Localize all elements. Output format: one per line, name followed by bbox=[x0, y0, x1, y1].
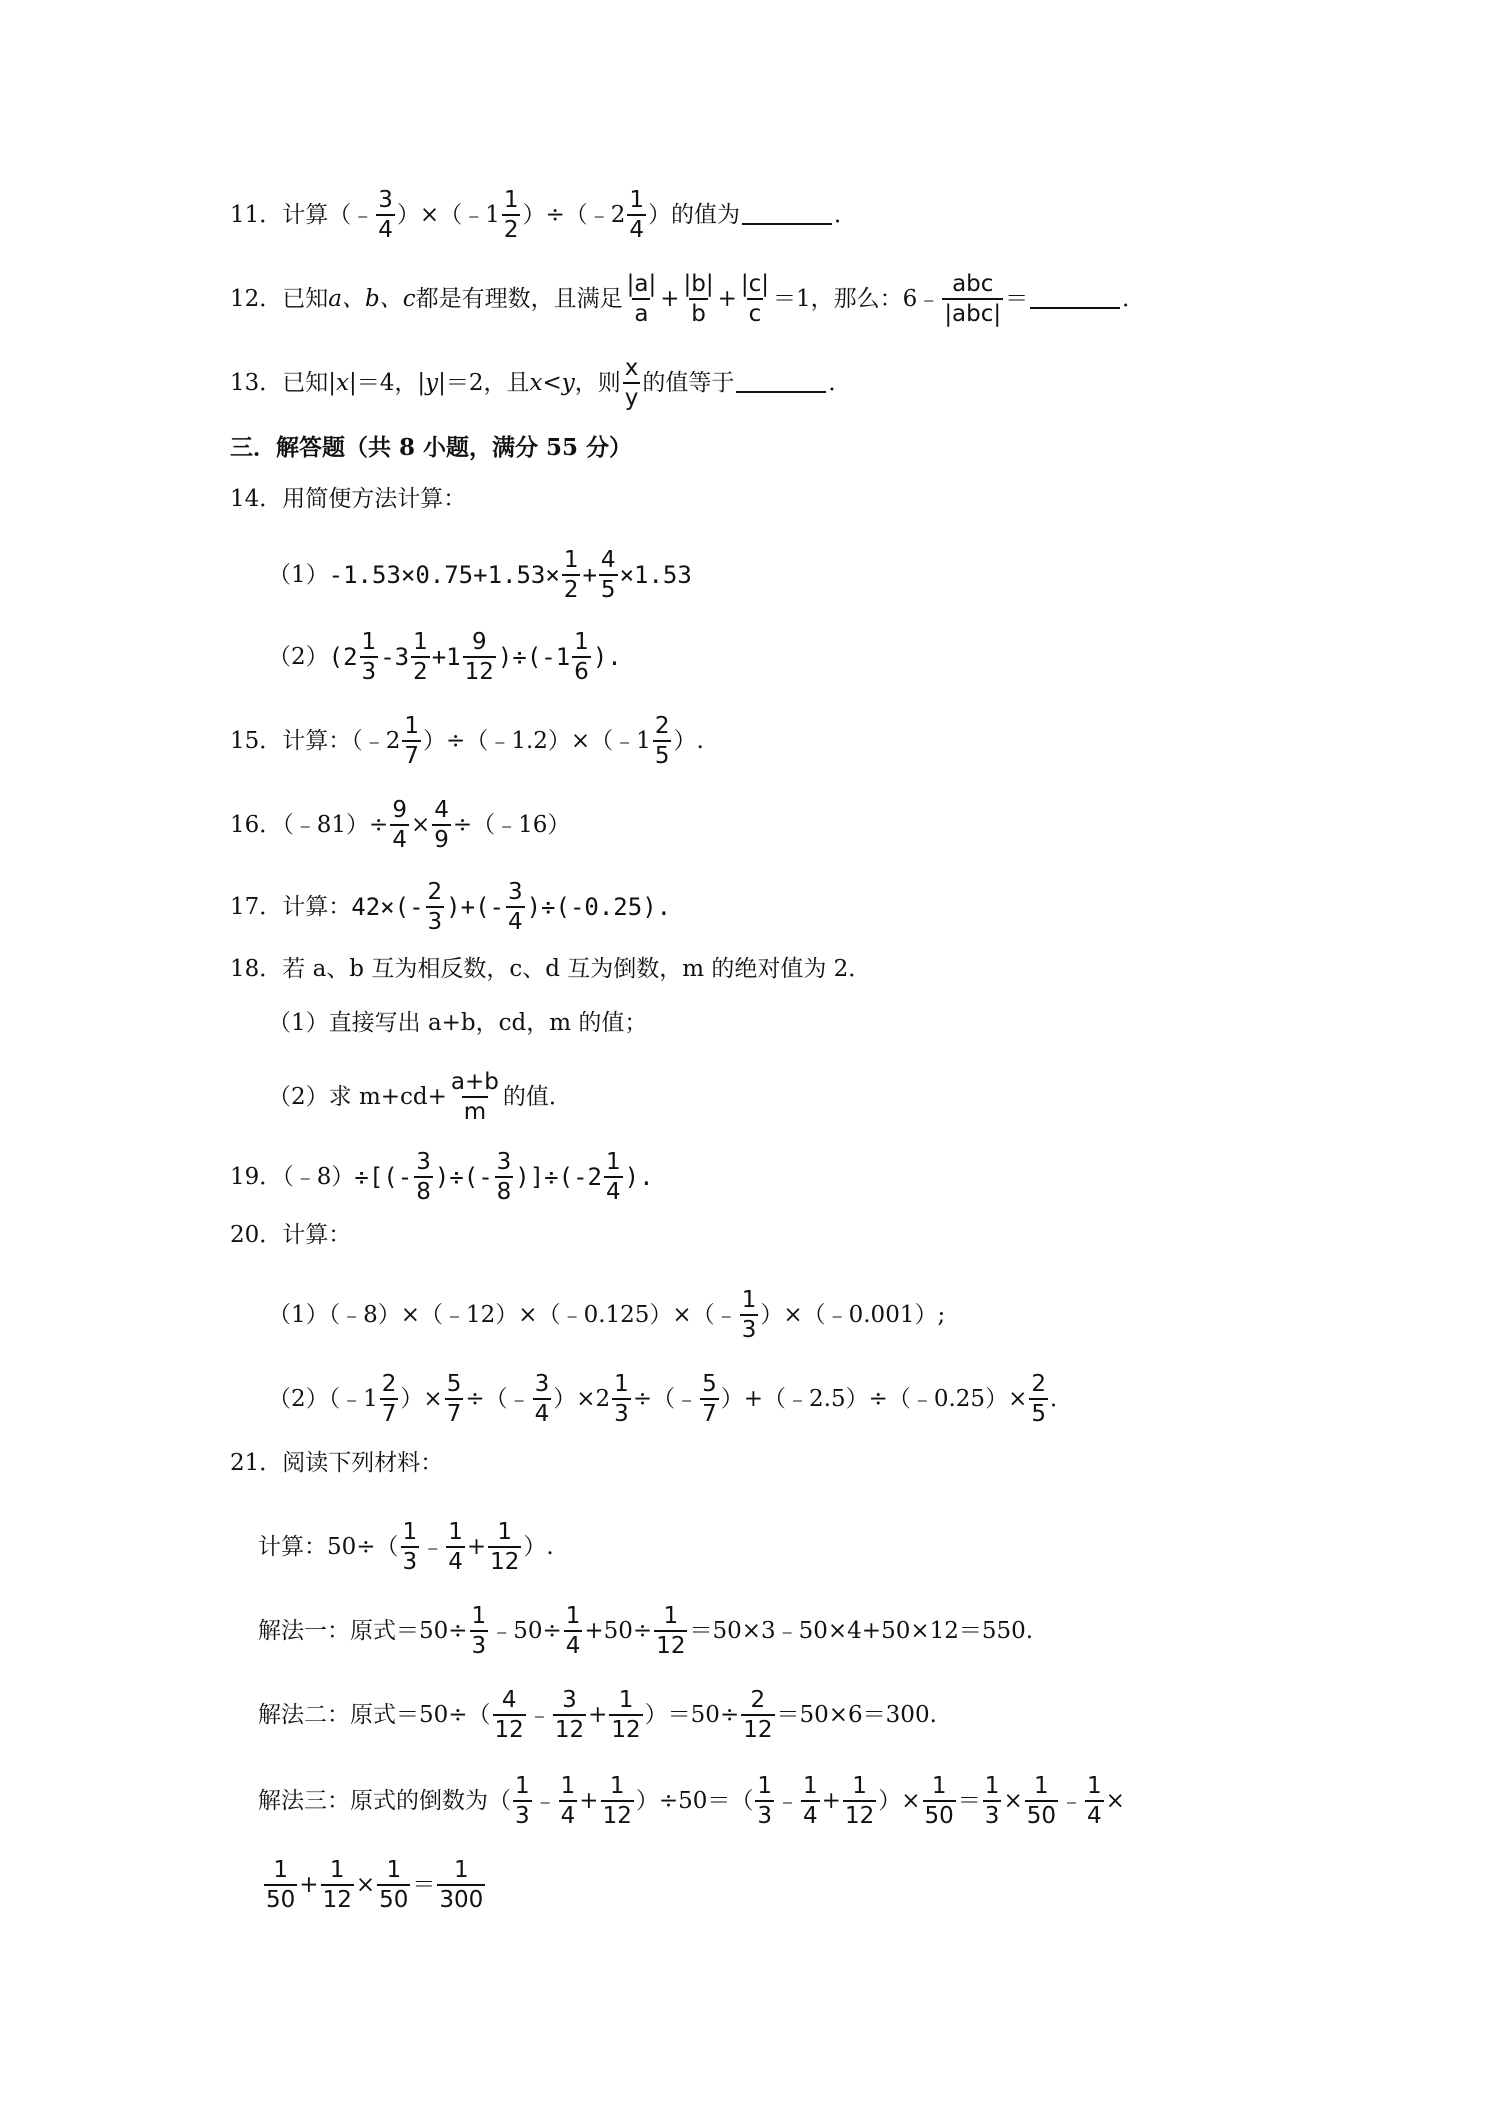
numerator: 3 bbox=[496, 1149, 512, 1175]
question-15 bbox=[230, 714, 704, 768]
q21-text: + bbox=[588, 1701, 608, 1728]
denominator: 12 bbox=[488, 1546, 521, 1574]
question-20-part2 bbox=[268, 1372, 1073, 1426]
q21-text: ＝ bbox=[412, 1871, 436, 1898]
fraction bbox=[739, 272, 771, 326]
plus-sign: + bbox=[717, 285, 737, 312]
q20-part2-text: ÷（﹣ bbox=[632, 1385, 699, 1412]
fraction bbox=[942, 272, 1003, 326]
q21-text: ＝50×3﹣50×4+50×12＝550. bbox=[689, 1617, 1034, 1644]
question-12 bbox=[230, 272, 1145, 326]
fraction bbox=[625, 272, 659, 326]
q21-title-text: 21．阅读下列材料： bbox=[230, 1450, 444, 1476]
q20-part2-text: ）× bbox=[400, 1385, 443, 1412]
fraction bbox=[376, 188, 395, 242]
numerator: 3 bbox=[562, 1687, 577, 1713]
q16-text: 16．（﹣81）÷ bbox=[230, 811, 389, 838]
numerator: a+b bbox=[450, 1069, 499, 1095]
variable-x: x bbox=[336, 369, 349, 396]
q21-text: + bbox=[579, 1787, 599, 1814]
fraction bbox=[513, 1774, 532, 1828]
fraction bbox=[612, 1372, 631, 1426]
q13-text: |＝4，| bbox=[349, 369, 426, 396]
numerator: 1 bbox=[563, 547, 579, 573]
numerator: 1 bbox=[614, 1371, 629, 1397]
denominator: 3 bbox=[401, 1546, 420, 1574]
comparison: x<y bbox=[529, 369, 575, 396]
q12-text: 都是有理数，且满足 bbox=[415, 285, 623, 312]
q21-text: ）＝50÷ bbox=[644, 1701, 740, 1728]
q21-text: 解法一：原式＝50÷ bbox=[258, 1617, 468, 1644]
denominator: 4 bbox=[506, 906, 525, 934]
expression: ). bbox=[624, 1163, 654, 1192]
denominator: 50 bbox=[264, 1884, 297, 1912]
question-16 bbox=[230, 798, 570, 852]
denominator: 4 bbox=[390, 824, 409, 852]
answer-blank[interactable] bbox=[736, 373, 826, 393]
fraction bbox=[741, 1688, 774, 1742]
denominator: 12 bbox=[843, 1800, 876, 1828]
denominator: 50 bbox=[377, 1884, 410, 1912]
question-19 bbox=[230, 1150, 654, 1204]
expression: )÷(- bbox=[434, 1163, 493, 1192]
numerator: 3 bbox=[416, 1149, 431, 1175]
question-14-title bbox=[230, 488, 466, 511]
question-21-solution3-cont bbox=[262, 1858, 487, 1912]
fraction bbox=[983, 1774, 1002, 1828]
q13-text: ． bbox=[828, 369, 852, 396]
fraction bbox=[564, 1604, 583, 1658]
q13-text: 的值等于 bbox=[642, 369, 735, 396]
denominator: b bbox=[689, 298, 708, 326]
numerator: 4 bbox=[600, 547, 616, 573]
denominator: 4 bbox=[801, 1800, 820, 1828]
denominator: 4 bbox=[627, 214, 646, 242]
numerator: |b| bbox=[683, 271, 714, 297]
fraction bbox=[1085, 1774, 1104, 1828]
fraction bbox=[740, 1288, 759, 1342]
q21-text: ﹣ bbox=[533, 1787, 557, 1814]
numerator: |c| bbox=[740, 271, 770, 297]
fraction bbox=[401, 1520, 420, 1574]
fraction bbox=[506, 880, 525, 934]
q11-text: ）的值为 bbox=[648, 201, 741, 228]
question-18-title bbox=[230, 958, 871, 981]
numerator: 2 bbox=[750, 1687, 766, 1713]
question-14-part2 bbox=[268, 630, 622, 684]
q12-variables: a、b、c bbox=[328, 285, 416, 312]
q21-text: × bbox=[1003, 1787, 1023, 1814]
denominator: 4 bbox=[446, 1546, 465, 1574]
numerator: 1 bbox=[515, 1773, 530, 1799]
numerator: 1 bbox=[565, 1603, 581, 1629]
numerator: 1 bbox=[984, 1773, 1000, 1799]
denominator: 7 bbox=[380, 1398, 399, 1426]
numerator: 2 bbox=[427, 879, 443, 905]
denominator: 3 bbox=[513, 1800, 532, 1828]
numerator: 5 bbox=[446, 1371, 462, 1397]
q12-text: 12．已知 bbox=[230, 285, 329, 312]
expression: )+(- bbox=[446, 893, 504, 922]
fraction bbox=[923, 1774, 956, 1828]
denominator: 2 bbox=[411, 656, 430, 684]
fraction bbox=[402, 714, 421, 768]
fraction bbox=[623, 356, 641, 410]
denominator: 3 bbox=[360, 656, 379, 684]
numerator: 1 bbox=[931, 1773, 947, 1799]
q11-text: ）×（﹣1 bbox=[396, 201, 500, 228]
denominator: 12 bbox=[321, 1884, 354, 1912]
fraction bbox=[601, 1774, 634, 1828]
denominator: 12 bbox=[654, 1630, 687, 1658]
q21-text: ）. bbox=[523, 1533, 554, 1560]
part-label: （2） bbox=[268, 643, 329, 670]
expression: ×1.53 bbox=[619, 561, 692, 590]
denominator: 3 bbox=[470, 1630, 489, 1658]
fraction bbox=[377, 1858, 410, 1912]
fraction bbox=[1025, 1774, 1058, 1828]
q13-text: |＝2，且 bbox=[438, 369, 530, 396]
question-14-part1 bbox=[268, 548, 692, 602]
numerator: 1 bbox=[497, 1519, 513, 1545]
fraction bbox=[604, 1150, 623, 1204]
q13-text: ，则 bbox=[574, 369, 621, 396]
fraction bbox=[572, 630, 591, 684]
q20-title-text: 20．计算： bbox=[230, 1222, 352, 1248]
denominator: 12 bbox=[609, 1714, 642, 1742]
q17-text: 17．计算： bbox=[230, 893, 352, 920]
expression: +1 bbox=[431, 643, 461, 672]
expression: -3 bbox=[380, 643, 410, 672]
denominator: 50 bbox=[923, 1800, 956, 1828]
denominator: a bbox=[632, 298, 650, 326]
numerator: 9 bbox=[392, 797, 407, 823]
q21-text: × bbox=[1105, 1787, 1125, 1814]
numerator: 1 bbox=[1034, 1773, 1049, 1799]
q12-text: ＝1，那么：6﹣ bbox=[773, 285, 941, 312]
q20-part1-text: ）×（﹣0.001）; bbox=[760, 1301, 946, 1328]
numerator: 1 bbox=[560, 1773, 576, 1799]
fraction bbox=[411, 630, 430, 684]
fraction bbox=[488, 1520, 521, 1574]
denominator: m bbox=[462, 1096, 488, 1124]
q21-text: 解法二：原式＝50÷（ bbox=[258, 1701, 491, 1728]
fraction bbox=[700, 1372, 719, 1426]
denominator: 12 bbox=[553, 1714, 586, 1742]
part-label: （1） bbox=[268, 561, 329, 588]
question-21-solution1 bbox=[258, 1604, 1033, 1658]
denominator: 7 bbox=[445, 1398, 464, 1426]
denominator: 3 bbox=[612, 1398, 631, 1426]
q20-part2-text: ÷（﹣ bbox=[465, 1385, 531, 1412]
variable-y: y bbox=[425, 369, 439, 396]
q20-part2-text: ． bbox=[1049, 1385, 1073, 1412]
denominator: 7 bbox=[700, 1398, 719, 1426]
answer-blank[interactable] bbox=[1030, 289, 1120, 309]
q18-part2-text: （2）求 m+cd+ bbox=[268, 1083, 447, 1110]
expression: )÷(-0.25). bbox=[526, 893, 672, 922]
q21-text: 解法三：原式的倒数为（ bbox=[258, 1787, 511, 1814]
fraction bbox=[609, 1688, 642, 1742]
expression: ÷[(- bbox=[354, 1163, 413, 1192]
numerator: 1 bbox=[454, 1857, 469, 1883]
numerator: 3 bbox=[507, 879, 523, 905]
numerator: 3 bbox=[378, 187, 393, 213]
q21-text: +50÷ bbox=[584, 1617, 653, 1644]
q21-text: ﹣50÷ bbox=[490, 1617, 562, 1644]
q13-text: 13．已知| bbox=[230, 369, 337, 396]
numerator: 1 bbox=[471, 1603, 487, 1629]
numerator: 1 bbox=[404, 713, 420, 739]
q21-text: + bbox=[821, 1787, 841, 1814]
q18-title-text: 18．若 a、b 互为相反数，c、d 互为倒数，m 的绝对值为 2． bbox=[230, 956, 872, 982]
q12-text: ． bbox=[1122, 285, 1146, 312]
fraction bbox=[446, 1520, 465, 1574]
question-20-title bbox=[230, 1224, 351, 1247]
fraction bbox=[264, 1858, 297, 1912]
numerator: 4 bbox=[501, 1687, 517, 1713]
fraction bbox=[470, 1604, 489, 1658]
q19-text: 19．（﹣8） bbox=[230, 1163, 355, 1190]
question-17 bbox=[230, 880, 671, 934]
fraction bbox=[553, 1688, 586, 1742]
numerator: 3 bbox=[534, 1371, 550, 1397]
numerator: abc bbox=[952, 271, 994, 297]
fraction bbox=[321, 1858, 354, 1912]
denominator: 5 bbox=[653, 740, 672, 768]
numerator: 1 bbox=[361, 629, 377, 655]
denominator: 4 bbox=[559, 1800, 578, 1828]
q20-part2-text: （2）（﹣1 bbox=[268, 1385, 378, 1412]
plus-sign: + bbox=[582, 561, 597, 590]
fraction bbox=[414, 1150, 433, 1204]
q21-text: × bbox=[355, 1871, 376, 1898]
numerator: 1 bbox=[413, 629, 428, 655]
fraction bbox=[843, 1774, 876, 1828]
fraction bbox=[681, 272, 715, 326]
denominator: 2 bbox=[502, 214, 521, 242]
numerator: 1 bbox=[629, 187, 645, 213]
numerator: 2 bbox=[381, 1371, 397, 1397]
numerator: 9 bbox=[471, 629, 487, 655]
fraction bbox=[390, 798, 409, 852]
q15-text: ）÷（﹣1.2）×（﹣1 bbox=[423, 727, 651, 754]
numerator: 4 bbox=[434, 797, 449, 823]
denominator: 50 bbox=[1025, 1800, 1058, 1828]
numerator: 1 bbox=[605, 1149, 621, 1175]
numerator: 1 bbox=[273, 1857, 288, 1883]
q21-text: ﹣ bbox=[527, 1701, 551, 1728]
q18-part1-text: （1）直接写出 a+b，cd，m 的值； bbox=[268, 1010, 648, 1036]
question-18-part2 bbox=[268, 1070, 572, 1124]
q11-text: ． bbox=[834, 201, 858, 228]
denominator: 5 bbox=[599, 574, 618, 602]
q20-part1-text: （1）（﹣8）×（﹣12）×（﹣0.125）×（﹣ bbox=[268, 1301, 738, 1328]
q21-text: ）× bbox=[878, 1787, 921, 1814]
denominator: 3 bbox=[426, 906, 445, 934]
q12-text: ＝ bbox=[1005, 285, 1029, 312]
denominator: 4 bbox=[604, 1176, 623, 1204]
q20-part2-text: ）×2 bbox=[553, 1385, 611, 1412]
denominator: 8 bbox=[495, 1176, 514, 1204]
denominator: 2 bbox=[562, 574, 581, 602]
expression: (2 bbox=[328, 643, 358, 672]
denominator: 4 bbox=[376, 214, 395, 242]
numerator: |a| bbox=[626, 271, 657, 297]
fraction bbox=[755, 1774, 774, 1828]
denominator: 5 bbox=[1029, 1398, 1048, 1426]
q21-text: ＝ bbox=[957, 1787, 981, 1814]
fraction bbox=[463, 630, 496, 684]
q11-text: 11．计算（﹣ bbox=[230, 201, 375, 228]
denominator: 3 bbox=[740, 1314, 759, 1342]
fraction bbox=[360, 630, 379, 684]
q14-title-text: 14．用简便方法计算： bbox=[230, 486, 467, 512]
denominator: 7 bbox=[402, 740, 421, 768]
denominator: 4 bbox=[533, 1398, 552, 1426]
q18-part2-text: 的值． bbox=[502, 1083, 572, 1110]
numerator: 1 bbox=[1087, 1773, 1102, 1799]
plus-sign: + bbox=[660, 285, 680, 312]
denominator: y bbox=[623, 382, 641, 410]
fraction bbox=[445, 1372, 464, 1426]
numerator: 1 bbox=[329, 1857, 345, 1883]
fraction bbox=[493, 1688, 526, 1742]
section-title bbox=[230, 436, 632, 459]
numerator: 1 bbox=[448, 1519, 463, 1545]
q15-text: ）. bbox=[673, 727, 704, 754]
denominator: 3 bbox=[755, 1800, 774, 1828]
fraction bbox=[801, 1774, 820, 1828]
answer-blank[interactable] bbox=[742, 205, 832, 225]
expression: )]÷(-2 bbox=[515, 1163, 602, 1192]
numerator: 1 bbox=[803, 1773, 818, 1799]
fraction bbox=[449, 1070, 501, 1124]
q16-text: × bbox=[410, 811, 431, 838]
numerator: 1 bbox=[741, 1287, 757, 1313]
q11-text: ）÷（﹣2 bbox=[522, 201, 626, 228]
numerator: 2 bbox=[1031, 1371, 1046, 1397]
q21-text: ＝50×6＝300. bbox=[776, 1701, 937, 1728]
question-21-solution2 bbox=[258, 1688, 937, 1742]
denominator: 6 bbox=[572, 656, 591, 684]
fraction bbox=[437, 1858, 485, 1912]
fraction bbox=[426, 880, 445, 934]
q21-text: ﹣ bbox=[1060, 1787, 1083, 1814]
fraction bbox=[502, 188, 521, 242]
q15-text: 15．计算：（﹣2 bbox=[230, 727, 401, 754]
numerator: 1 bbox=[609, 1773, 625, 1799]
q21-text: + bbox=[466, 1533, 487, 1560]
numerator: 1 bbox=[503, 187, 519, 213]
question-18-part1 bbox=[268, 1012, 647, 1035]
numerator: 1 bbox=[852, 1773, 867, 1799]
question-20-part1 bbox=[268, 1288, 945, 1342]
fraction bbox=[432, 798, 451, 852]
denominator: |abc| bbox=[942, 298, 1003, 326]
fraction bbox=[1029, 1372, 1048, 1426]
fraction bbox=[495, 1150, 514, 1204]
numerator: x bbox=[624, 355, 639, 381]
denominator: 12 bbox=[741, 1714, 774, 1742]
numerator: 5 bbox=[702, 1371, 717, 1397]
section-title-text: 三．解答题（共 8 小题，满分 55 分） bbox=[230, 434, 633, 461]
denominator: c bbox=[747, 298, 764, 326]
expression: )÷(-1 bbox=[497, 643, 571, 672]
fraction bbox=[559, 1774, 578, 1828]
q20-part2-text: ）+（﹣2.5）÷（﹣0.25）× bbox=[720, 1385, 1028, 1412]
numerator: 1 bbox=[663, 1603, 679, 1629]
expression: -1.53×0.75+1.53× bbox=[328, 561, 560, 590]
expression: ). bbox=[592, 643, 622, 672]
denominator: 12 bbox=[601, 1800, 634, 1828]
q21-text: 计算：50÷（ bbox=[258, 1533, 399, 1560]
fraction bbox=[599, 548, 618, 602]
question-21-title bbox=[230, 1452, 443, 1475]
fraction bbox=[380, 1372, 399, 1426]
numerator: 1 bbox=[402, 1519, 418, 1545]
expression: 42×(- bbox=[351, 893, 424, 922]
denominator: 9 bbox=[432, 824, 451, 852]
q21-text: ﹣ bbox=[421, 1533, 445, 1560]
question-11 bbox=[230, 188, 857, 242]
numerator: 2 bbox=[654, 713, 670, 739]
denominator: 4 bbox=[564, 1630, 583, 1658]
question-21-solution3 bbox=[258, 1774, 1125, 1828]
denominator: 3 bbox=[983, 1800, 1002, 1828]
question-13 bbox=[230, 356, 851, 410]
fraction bbox=[653, 714, 672, 768]
q16-text: ÷（﹣16） bbox=[452, 811, 571, 838]
numerator: 1 bbox=[574, 629, 589, 655]
denominator: 8 bbox=[414, 1176, 433, 1204]
denominator: 12 bbox=[463, 656, 496, 684]
numerator: 1 bbox=[386, 1857, 402, 1883]
q21-text: ）÷50＝（ bbox=[635, 1787, 754, 1814]
denominator: 12 bbox=[493, 1714, 526, 1742]
numerator: 1 bbox=[757, 1773, 773, 1799]
numerator: 1 bbox=[618, 1687, 634, 1713]
fraction bbox=[533, 1372, 552, 1426]
question-21-calc bbox=[258, 1520, 554, 1574]
fraction bbox=[562, 548, 581, 602]
fraction bbox=[627, 188, 646, 242]
denominator: 4 bbox=[1085, 1800, 1104, 1828]
denominator: 300 bbox=[437, 1884, 485, 1912]
q21-text: + bbox=[299, 1871, 319, 1898]
fraction bbox=[654, 1604, 687, 1658]
q21-text: ﹣ bbox=[776, 1787, 800, 1814]
